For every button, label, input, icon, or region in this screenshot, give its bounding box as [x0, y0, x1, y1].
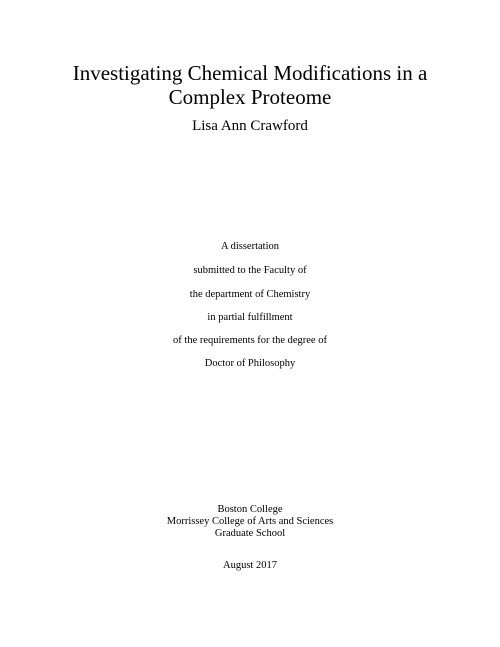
- statement-line-4: in partial fulfillment: [207, 312, 293, 323]
- author-name: Lisa Ann Crawford: [192, 118, 308, 134]
- statement-line-3: the department of Chemistry: [189, 289, 311, 300]
- dissertation-title-line-1: Investigating Chemical Modifications in a: [72, 61, 428, 85]
- statement-line-1: A dissertation: [220, 241, 280, 252]
- institution-name: Boston College: [217, 504, 283, 515]
- degree-name: Doctor of Philosophy: [204, 358, 296, 369]
- college-name: Morrissey College of Arts and Sciences: [166, 516, 334, 527]
- submission-date: August 2017: [223, 560, 277, 571]
- school-name: Graduate School: [214, 528, 286, 539]
- statement-line-2: submitted to the Faculty of: [193, 265, 307, 276]
- dissertation-title-line-2: Complex Proteome: [168, 85, 332, 109]
- statement-line-5: of the requirements for the degree of: [173, 335, 327, 346]
